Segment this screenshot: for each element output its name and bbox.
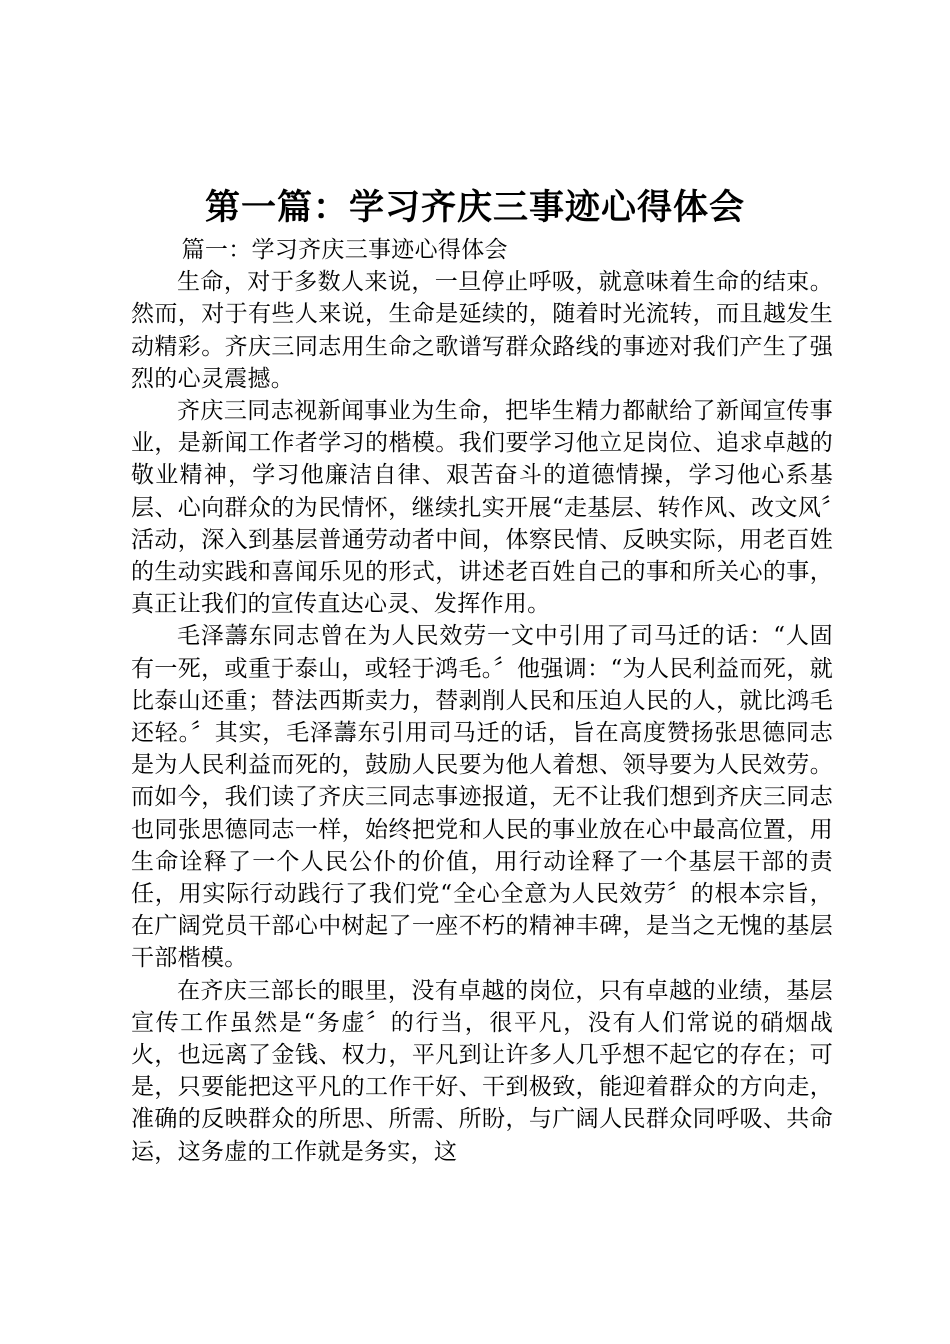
paragraph: 在齐庆三部长的眼里，没有卓越的岗位，只有卓越的业绩，基层宣传工作虽然是“务虚〞的行当，很平凡，没有人们常说的硝烟战火，也远离了金钱、权力，平凡到让许多人几乎想不起它的存在；可是，只要能把这平凡的工作干好、干到极致，能迎着群众的方向走，准确的反映群众的所思、所需、所盼，与广阔人民群众同呼吸、共命运，这务虚的工作就是务实，这	[131, 977, 833, 1165]
paragraph: 生命，对于多数人来说，一旦停止呼吸，就意味着生命的结束。然而，对于有些人来说，生命是延续的，随着时光流转，而且越发生动精彩。齐庆三同志用生命之歌谱写群众路线的事迹对我们产生了强烈的心灵震撼。	[131, 269, 833, 392]
document-title: 第一篇：学习齐庆三事迹心得体会	[204, 187, 745, 228]
paragraph: 毛泽薵东同志曾在为人民效劳一文中引用了司马迁的话：“人固有一死，或重于泰山，或轻于鸿毛。〞他强调：“为人民利益而死，就比泰山还重；替法西斯卖力，替剥削人民和压迫人民的人，就比鸿毛还轻。〞其实，毛泽薵东引用司马迁的话，旨在高度赞扬张思德同志是为人民利益而死的，鼓励人民要为他人着想、领导要为人民效劳。而如今，我们读了齐庆三同志事迹报道，无不让我们想到齐庆三同志也同张思德同志一样，始终把党和人民的事业放在心中最高位置，用生命诠释了一个人民公仆的价值，用行动诠释了一个基层干部的责任，用实际行动践行了我们党“全心全意为人民效劳〞的根本宗旨，在广阔党员干部心中树起了一座不朽的精神丰碑，是当之无愧的基层干部楷模。	[131, 623, 833, 972]
paragraph: 齐庆三同志视新闻事业为生命，把毕生精力都献给了新闻宣传事业，是新闻工作者学习的楷模。我们要学习他立足岗位、追求卓越的敬业精神，学习他廉洁自律、艰苦奋斗的道德情操，学习他心系基层、心向群众的为民情怀，继续扎实开展“走基层、转作风、改文风〞活动，深入到基层普通劳动者中间，体察民情、反映实际，用老百姓的生动实践和喜闻乐见的形式，讲述老百姓自己的事和所关心的事，真正让我们的宣传直达心灵、发挥作用。	[131, 398, 833, 618]
section-subtitle: 篇一：学习齐庆三事迹心得体会	[181, 237, 508, 263]
document-body	[131, 234, 833, 1168]
